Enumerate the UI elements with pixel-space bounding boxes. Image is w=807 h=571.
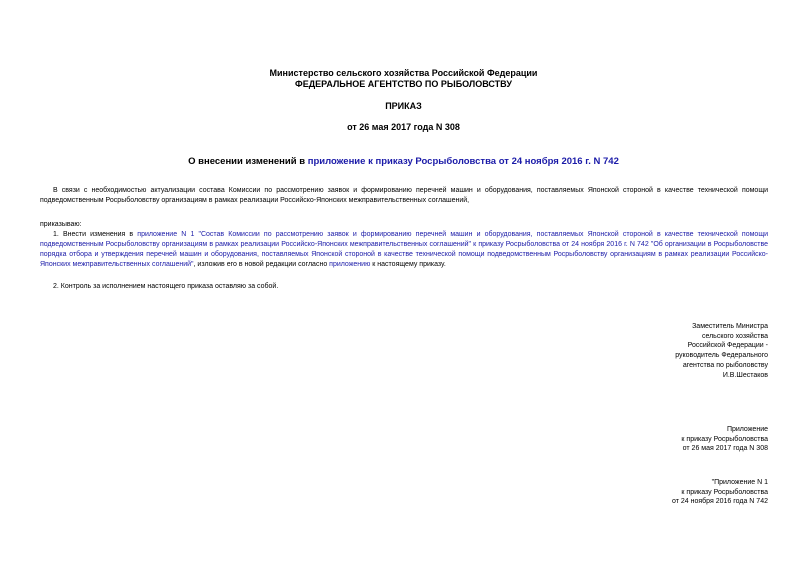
preamble-paragraph: В связи с необходимостью актуализации состава Комиссии по рассмотрению заявок и формированию перечней машин и оборудования, поставляемых Японской стороной в качестве технической помощи подведомственным Росрыболовству организациям в рамках реализации Российско-Японских межправительственных соглашений, [40,187,768,204]
agency-heading: ФЕДЕРАЛЬНОЕ АГЕНТСТВО ПО РЫБОЛОВСТВУ [295,79,512,89]
appendix-quote-line: от 24 ноября 2016 года N 742 [672,498,768,506]
signature-line: сельского хозяйства [701,332,768,340]
item-1-link[interactable]: приложение N 1 "Состав Комиссии по рассмотрению заявок и формированию перечней машин и оборудования, поставляемых Японской стороной в качестве технической помощи подведомственным Росрыболовству организациям в рамках реализации Российско-Японских межправительственных соглашений" к приказу Росрыболовства от 24 ноября 2016 г. N 742 "Об организации в Росрыболовстве порядка отбора и утверждения перечней машин и оборудования, поставляемых Японской стороной в качестве технической помощи подведомственным Росрыболовству организациям в рамках реализации Российско-Японских межправительственных соглашений" [40,231,768,268]
order-word: приказываю: [40,221,82,228]
document-title [0,156,807,168]
appendix-quote-line: "Приложение N 1 [711,479,768,486]
signature-line: Заместитель Министра [692,323,768,330]
doc-date-heading: от 26 мая 2017 года N 308 [347,122,460,132]
doc-type-heading: ПРИКАЗ [385,101,422,111]
appendix-block [681,425,768,454]
signature-line: агентства по рыболовству [682,361,768,369]
title-link[interactable]: приложение к приказу Росрыболовства от 24 ноября 2016 г. N 742 [307,156,619,167]
signature-name: И.В.Шестаков [722,371,768,379]
item-1-paragraph [40,230,768,270]
signature-line: Российской Федерации - [687,342,768,350]
appendix-line: Приложение [726,426,768,433]
appendix-quote-line: к приказу Росрыболовства [681,488,768,496]
appendix-line: от 26 мая 2017 года N 308 [682,445,768,453]
item-1-appendix-link[interactable]: приложению [329,261,371,268]
item-2-paragraph: 2. Контроль за исполнением настоящего приказа оставляю за собой. [53,283,279,290]
title-prefix: О внесении изменений в [188,156,308,167]
appendix-quote-block [672,478,768,507]
item-1-middle: , изложив его в новой редакции согласно [193,261,330,268]
ministry-heading: Министерство сельского хозяйства Российской Федерации [269,68,538,78]
item-1-prefix: 1. Внести изменения в [53,231,138,238]
signature-line: руководитель Федерального [675,352,768,360]
appendix-line: к приказу Росрыболовства [681,435,768,443]
signature-block [675,322,768,380]
item-1-suffix: к настоящему приказу. [370,261,446,268]
